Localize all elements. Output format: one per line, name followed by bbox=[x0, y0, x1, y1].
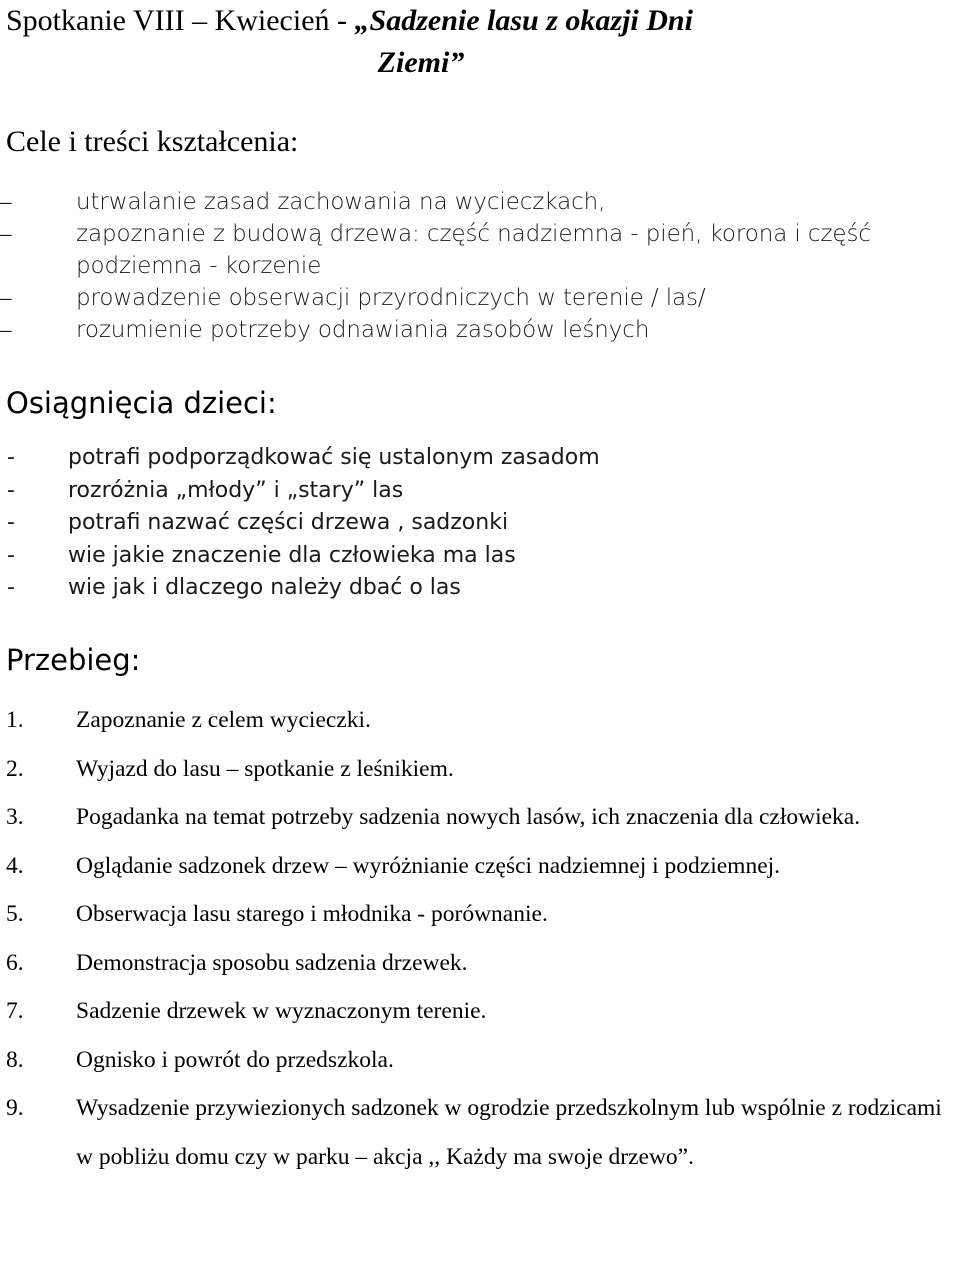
list-item bbox=[0, 314, 940, 346]
dash-bullet: - bbox=[7, 510, 15, 535]
list-item bbox=[0, 282, 940, 314]
dash-bullet: - bbox=[7, 445, 15, 470]
step-number: 4. bbox=[6, 852, 24, 879]
list-item bbox=[0, 939, 950, 988]
achievement-text: potrafi podporządkować się ustalonym zasadom bbox=[68, 445, 600, 470]
step-text: Zapoznanie z celem wycieczki. bbox=[76, 707, 371, 733]
list-item bbox=[0, 186, 940, 218]
title-part-1: Spotkanie VIII – Kwiecień - bbox=[6, 4, 355, 37]
list-item bbox=[0, 475, 940, 508]
title-part-2: „Sadzenie lasu z okazji Dni bbox=[354, 4, 693, 37]
list-item bbox=[0, 842, 950, 891]
goal-text: utrwalanie zasad zachowania na wycieczkach, bbox=[76, 189, 606, 215]
step-number: 6. bbox=[6, 949, 24, 976]
achievement-text: wie jakie znaczenie dla człowieka ma las bbox=[68, 542, 516, 568]
list-item bbox=[0, 572, 940, 605]
list-item bbox=[0, 250, 940, 282]
list-item bbox=[0, 442, 940, 475]
step-number: 2. bbox=[6, 755, 24, 782]
list-item bbox=[0, 507, 940, 540]
step-number: 9. bbox=[6, 1095, 24, 1121]
dash-bullet: - bbox=[7, 542, 15, 568]
document-title bbox=[6, 0, 946, 84]
step-text: Wyjazd do lasu – spotkanie z leśnikiem. bbox=[76, 755, 454, 782]
list-item bbox=[0, 218, 940, 250]
achievement-text: potrafi nazwać części drzewa , sadzonki bbox=[68, 510, 509, 535]
step-text: Oglądanie sadzonek drzew – wyróżnianie części nadziemnej i podziemnej. bbox=[76, 852, 781, 879]
step-number: 8. bbox=[6, 1046, 24, 1073]
title-part-3: Ziemi” bbox=[377, 46, 465, 79]
step-number: 3. bbox=[6, 804, 24, 830]
dash-bullet: - bbox=[7, 575, 15, 600]
step-text: Sadzenie drzewek w wyznaczonym terenie. bbox=[76, 998, 487, 1024]
goals-list bbox=[0, 186, 940, 346]
step-text: Wysadzenie przywiezionych sadzonek w ogrodzie przedszkolnym lub wspólnie z rodzicami w pobliżu domu czy w parku – akcja ,, Każdy ma swoje drzewo”. bbox=[76, 1095, 942, 1170]
list-item bbox=[0, 793, 950, 842]
list-item bbox=[0, 540, 940, 573]
list-item bbox=[0, 890, 950, 939]
list-item bbox=[0, 987, 950, 1036]
step-number: 1. bbox=[6, 707, 24, 733]
achievements-list bbox=[0, 442, 940, 605]
achievement-text: wie jak i dlaczego należy dbać o las bbox=[68, 575, 461, 600]
goal-text: rozumienie potrzeby odnawiania zasobów leśnych bbox=[76, 317, 650, 343]
dash-bullet: – bbox=[0, 189, 12, 214]
dash-bullet: - bbox=[7, 477, 15, 503]
dash-bullet: – bbox=[0, 285, 12, 310]
list-item bbox=[0, 1036, 950, 1085]
course-steps-list bbox=[0, 696, 950, 1181]
list-item bbox=[0, 1084, 950, 1181]
goal-text: zapoznanie z budową drzewa: część nadziemna - pień, korona i część bbox=[76, 221, 871, 247]
achievement-text: rozróżnia „młody” i „stary” las bbox=[68, 477, 404, 503]
goal-text: prowadzenie obserwacji przyrodniczych w terenie / las/ bbox=[76, 285, 706, 311]
dash-bullet: – bbox=[0, 317, 12, 342]
goals-heading: Cele i treści kształcenia: bbox=[6, 125, 299, 158]
goal-text: podziemna - korzenie bbox=[76, 253, 322, 279]
achievements-heading: Osiągnięcia dzieci: bbox=[6, 386, 277, 420]
list-item bbox=[0, 696, 950, 745]
step-number: 5. bbox=[6, 901, 24, 927]
list-item bbox=[0, 745, 950, 794]
course-heading: Przebieg: bbox=[6, 643, 141, 677]
step-text: Obserwacja lasu starego i młodnika - porównanie. bbox=[76, 901, 548, 927]
step-number: 7. bbox=[6, 998, 24, 1024]
step-text: Ognisko i powrót do przedszkola. bbox=[76, 1046, 394, 1073]
step-text: Pogadanka na temat potrzeby sadzenia nowych lasów, ich znaczenia dla człowieka. bbox=[76, 804, 861, 830]
step-text: Demonstracja sposobu sadzenia drzewek. bbox=[76, 949, 468, 976]
dash-bullet: – bbox=[0, 221, 12, 246]
